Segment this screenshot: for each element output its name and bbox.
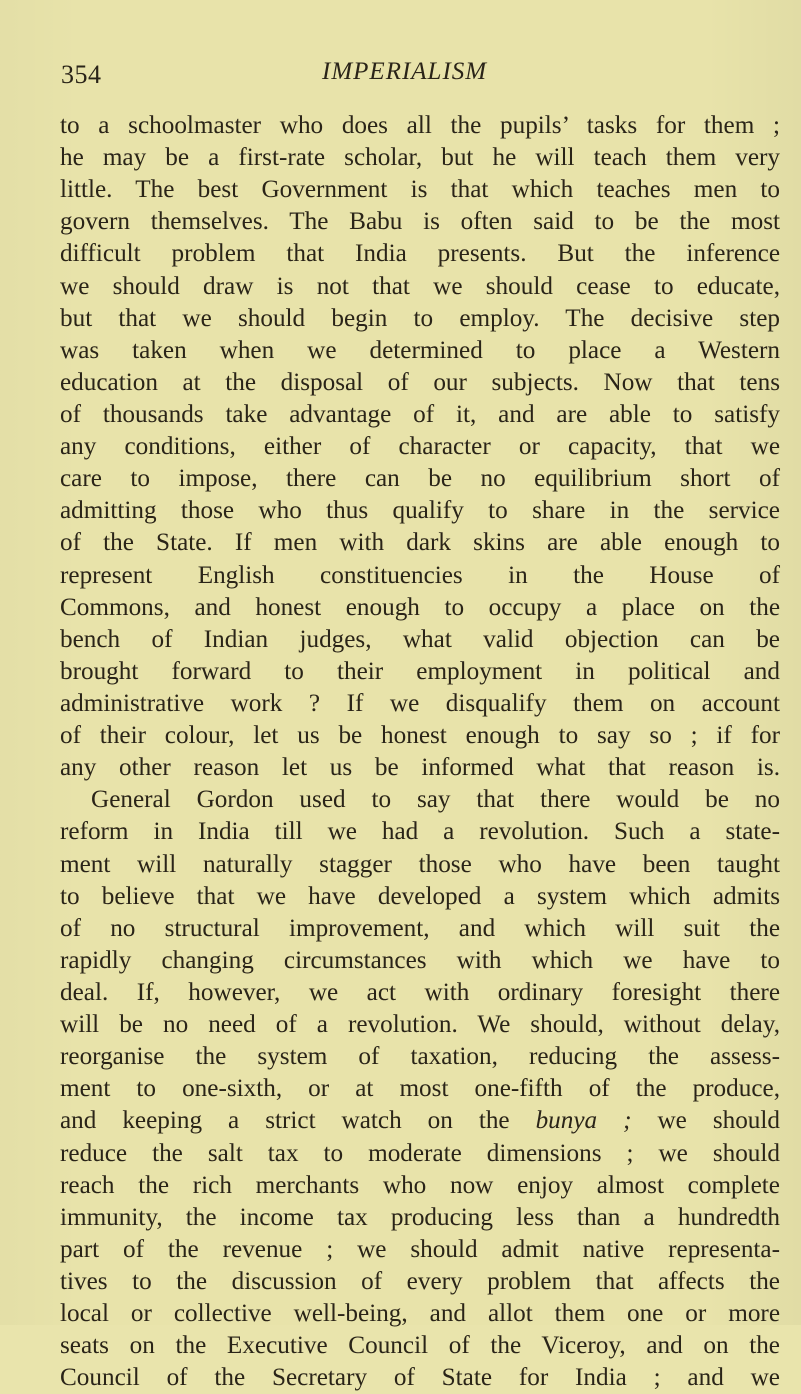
page-number: 354 bbox=[61, 60, 102, 89]
running-title: IMPERIALISM bbox=[322, 58, 488, 85]
text-line: of thousands take advantage of it, and are able to satisfy bbox=[60, 400, 780, 428]
text-line: he may be a first-rate scholar, but he will teach them very bbox=[60, 144, 780, 172]
text-line: will be no need of a revolution. We should, without delay, bbox=[60, 1011, 780, 1039]
text-line: reorganise the system of taxation, reducing the assess- bbox=[60, 1043, 780, 1071]
text-line: ment will naturally stagger those who have been taught bbox=[60, 850, 780, 878]
text-line: General Gordon used to say that there would be no bbox=[91, 786, 780, 814]
text-line: Commons, and honest enough to occupy a place on the bbox=[60, 593, 780, 621]
text-line: reach the rich merchants who now enjoy almost complete bbox=[60, 1171, 780, 1199]
text-line: seats on the Executive Council of the Viceroy, and on the bbox=[60, 1332, 780, 1360]
text-line: reform in India till we had a revolution. Such a state- bbox=[60, 818, 780, 846]
text-line: reduce the salt tax to moderate dimensions ; we should bbox=[60, 1139, 780, 1167]
text-line: care to impose, there can be no equilibrium short of bbox=[60, 465, 780, 493]
text-line: any other reason let us be informed what that reason is. bbox=[60, 754, 780, 782]
text-line: to a schoolmaster who does all the pupils’ tasks for them ; bbox=[60, 112, 780, 139]
text-line: we should draw is not that we should cease to educate, bbox=[60, 272, 780, 300]
text-segment: we should bbox=[631, 1107, 780, 1135]
text-line: any conditions, either of character or capacity, that we bbox=[60, 433, 780, 461]
text-line: bench of Indian judges, what valid objection can be bbox=[60, 625, 780, 653]
text-line: deal. If, however, we act with ordinary foresight there bbox=[60, 978, 780, 1006]
text-line: local or collective well-being, and allot them one or more bbox=[60, 1300, 780, 1328]
text-line: difficult problem that India presents. But the inference bbox=[60, 240, 780, 268]
text-line: immunity, the income tax producing less than a hundredth bbox=[60, 1203, 780, 1231]
text-line: to believe that we have developed a system which admits bbox=[60, 882, 780, 910]
text-line: tives to the discussion of every problem that affects the bbox=[60, 1267, 780, 1295]
running-header bbox=[0, 58, 801, 98]
text-line: rapidly changing circumstances with which we have to bbox=[60, 946, 780, 974]
text-line: of the State. If men with dark skins are able enough to bbox=[60, 529, 780, 557]
text-line: of their colour, let us be honest enough to say so ; if for bbox=[60, 722, 780, 750]
text-line: of no structural improvement, and which will suit the bbox=[60, 914, 780, 942]
text-line: brought forward to their employment in political and bbox=[60, 657, 780, 685]
text-line: ment to one-sixth, or at most one-fifth of the produce, bbox=[60, 1075, 780, 1103]
text-line: Council of the Secretary of State for India ; and we bbox=[60, 1364, 780, 1392]
text-line: represent English constituencies in the House of bbox=[60, 561, 780, 589]
text-line: administrative work ? If we disqualify them on account bbox=[60, 689, 780, 717]
text-line: part of the revenue ; we should admit native representa- bbox=[60, 1235, 780, 1263]
body-text bbox=[60, 110, 780, 1394]
text-line: but that we should begin to employ. The decisive step bbox=[60, 304, 780, 332]
text-segment: and keeping a strict watch on the bbox=[60, 1107, 536, 1135]
text-line: little. The best Government is that which teaches men to bbox=[60, 176, 780, 204]
text-line: was taken when we determined to place a Western bbox=[60, 336, 780, 364]
text-line bbox=[60, 1105, 780, 1137]
text-line: admitting those who thus qualify to share in the service bbox=[60, 497, 780, 525]
italic-term: bunya ; bbox=[535, 1107, 632, 1135]
text-line: education at the disposal of our subjects. Now that tens bbox=[60, 368, 780, 396]
text-line: govern themselves. The Babu is often said to be the most bbox=[60, 208, 780, 236]
